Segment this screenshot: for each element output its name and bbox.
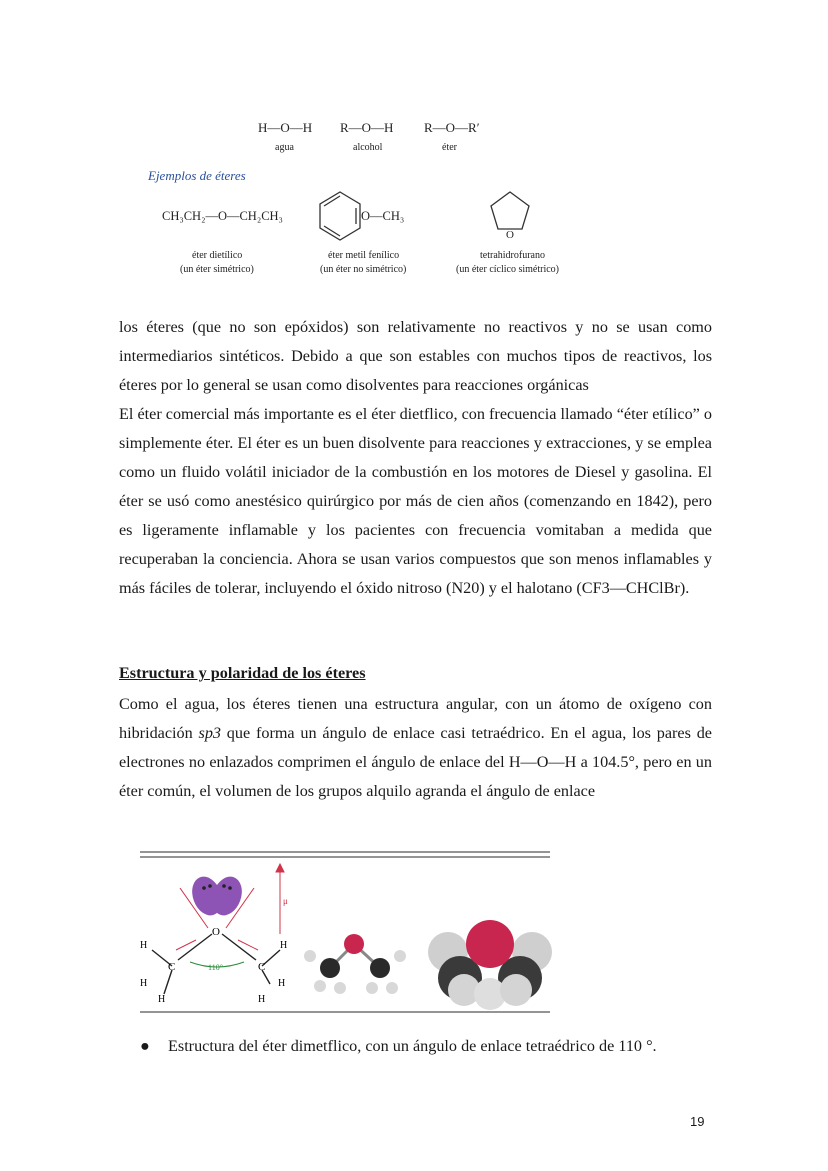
ball-and-stick-model [304, 934, 406, 994]
dipole-label: μ [283, 896, 288, 906]
body-text-upper [119, 313, 712, 603]
section-heading: Estructura y polaridad de los éteres [119, 664, 366, 682]
anisole-substituent: O—CH₃ [361, 209, 405, 223]
formula-alcohol: R—O—H [340, 120, 394, 135]
paragraph-reactivity: los éteres (que no son epóxidos) son relativamente no reactivos y no se usan como intermediarios sintéticos. Debido a que son estables con muchos tipos de reactivos, los éteres por lo general se usan como disolventes para reacciones orgánicas [119, 318, 712, 394]
carbon-right-label: C [258, 961, 266, 973]
caption-text: Estructura del éter dimetflico, con un ángulo de enlace tetraédrico de 110 °. [168, 1037, 657, 1055]
label-alcohol: alcohol [353, 142, 383, 153]
dimethyl-ether-figure [130, 846, 560, 1018]
thf-oxygen: O [506, 229, 514, 241]
diethyl-ether-formula: CH₃CH₂—O—CH₂CH₃ [162, 209, 283, 223]
ex2-name: éter metil fenílico [328, 250, 400, 261]
sp3-term: sp3 [198, 724, 222, 742]
paragraph-diethyl-ether: El éter comercial más importante es el éter dietflico, con frecuencia llamado “éter etílico” o simplemente éter. El éter es un buen disolvente para reacciones y extracciones, y se emplea como un fluido volátil iniciador de la combustión en los motores de Diesel y gasolina. El éter se usó como anestésico quirúrgico por más de cien años (comenzando en 1842), pero es ligeramente inflamable y los pacientes con frecuencia vomitaban a medida que recuperaban la conciencia. Ahora se usan varios compuestos que son menos inflamables y más fáciles de tolerar, incluyendo el óxido nitroso (N20) y el halotano (CF3—CHClBr). [119, 405, 712, 597]
ex3-name: tetrahidrofurano [480, 250, 545, 261]
examples-title: Ejemplos de éteres [148, 168, 246, 183]
body-text-structure [119, 690, 712, 806]
ex1-note: (un éter simétrico) [180, 264, 254, 275]
h-label-6: H [258, 994, 266, 1005]
space-filling-model [428, 920, 552, 1010]
formula-ether: R—O—R′ [424, 120, 480, 135]
formula-water: H—O—H [258, 120, 313, 135]
h-label-5: H [278, 978, 286, 989]
benzene-ring [320, 192, 360, 240]
oxygen-label: O [212, 926, 220, 938]
h-label-3: H [158, 994, 166, 1005]
thf-ring [491, 192, 529, 229]
label-ether: éter [442, 142, 457, 153]
paragraph-structure [119, 690, 712, 806]
angle-label: 110° [208, 963, 223, 972]
h-label-1: H [140, 940, 148, 951]
lone-pair-orbitals [187, 872, 247, 919]
label-water: agua [275, 142, 294, 153]
h-label-2: H [140, 978, 148, 989]
paragraph-structure-part1: Como el agua, los éteres tienen una estructura angular, con un átomo de oxígeno con hibridación [119, 695, 712, 742]
page-number: 19 [690, 1114, 705, 1129]
ex3-note: (un éter cíclico simétrico) [456, 264, 560, 275]
figure-caption [140, 1037, 657, 1056]
ex2-note: (un éter no simétrico) [320, 264, 407, 275]
ether-examples-figure [140, 108, 600, 288]
ex1-name: éter dietílico [192, 250, 243, 261]
caption-bullet: ● [140, 1037, 150, 1055]
h-label-4: H [280, 940, 288, 951]
carbon-left-label: C [168, 961, 176, 973]
paragraph-structure-part2: que forma un ángulo de enlace casi tetraédrico. En el agua, los pares de electrones no enlazados comprimen el ángulo de enlace del H—O—H a 104.5°, pero en un éter común, el volumen de los grupos alquilo agranda el ángulo de enlace [119, 724, 712, 800]
